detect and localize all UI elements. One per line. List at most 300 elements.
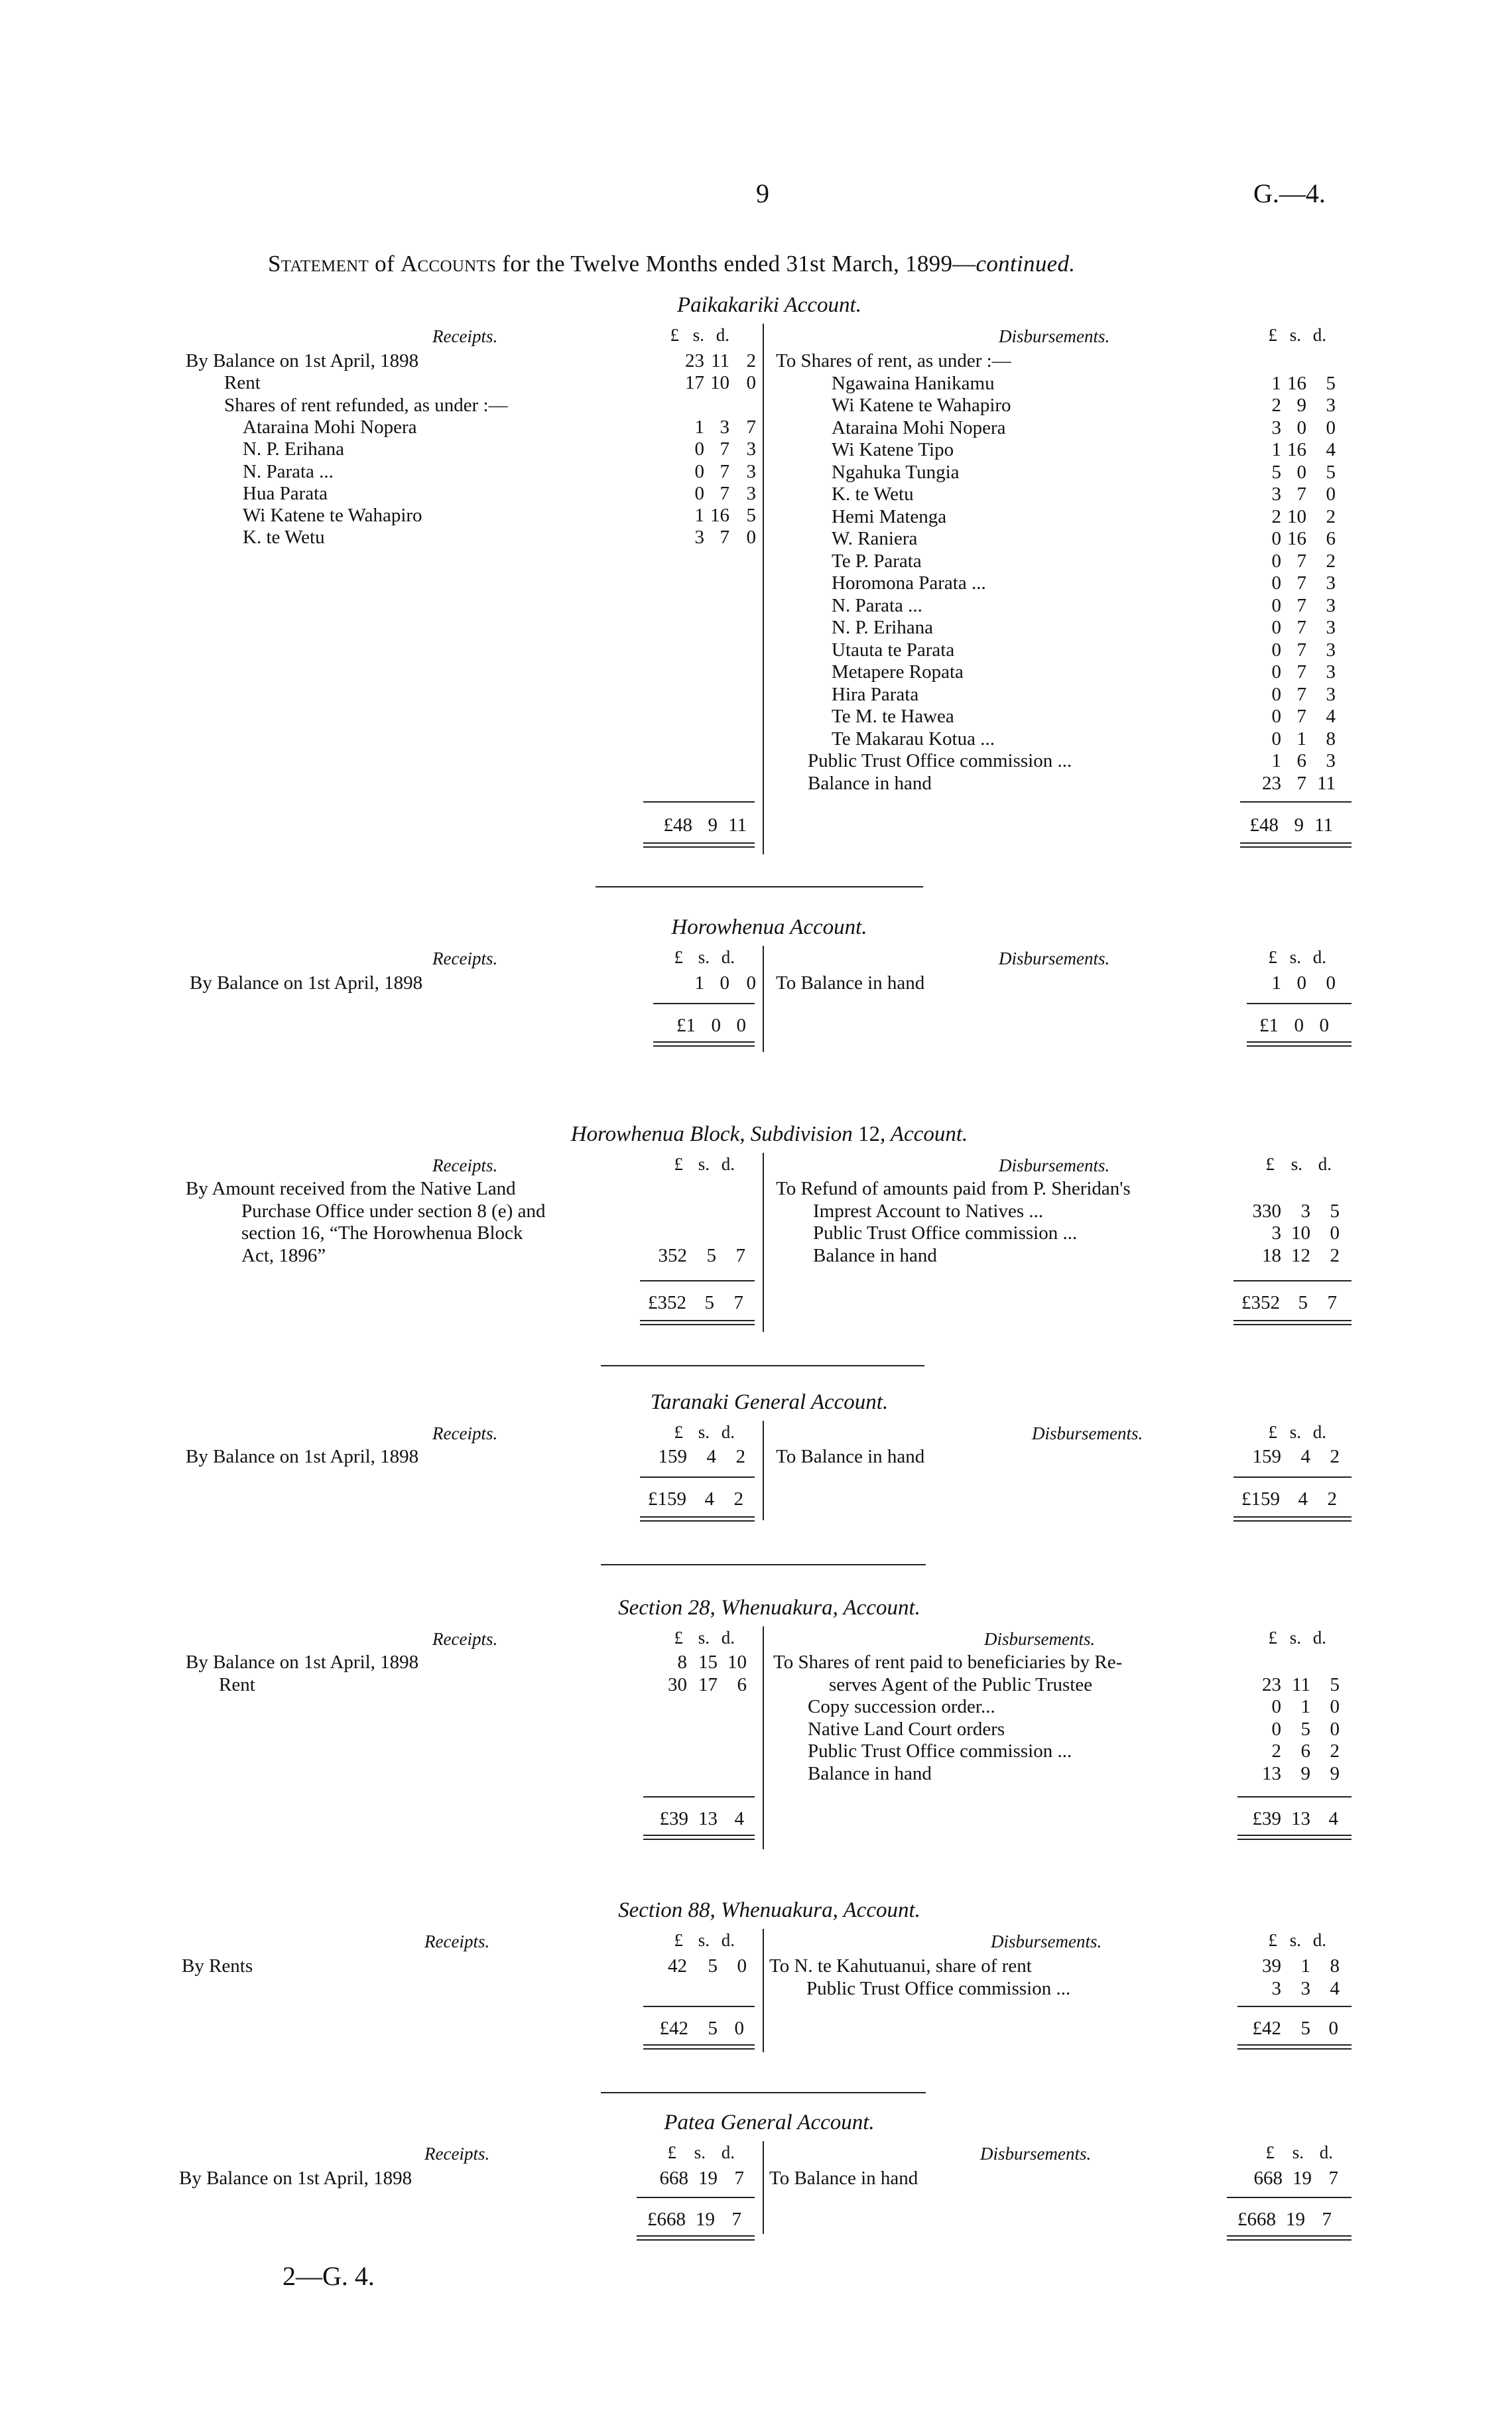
pounds: 330 xyxy=(1252,1200,1281,1222)
double-rule xyxy=(1233,1516,1352,1522)
pence-heading: d. xyxy=(721,1628,735,1648)
patea-receipts-heading: Receipts. xyxy=(424,2144,490,2164)
shillings: 0 xyxy=(1296,461,1306,483)
rule xyxy=(1237,1796,1352,1798)
pence: 5 xyxy=(1330,1673,1340,1695)
total-shillings: 0 xyxy=(1294,1015,1304,1036)
pence: 5 xyxy=(1326,372,1336,394)
disbursement-label: To Shares of rent, as under :— xyxy=(776,350,1011,371)
disbursement-amount xyxy=(1252,528,1336,550)
pence: 3 xyxy=(1326,594,1336,616)
receipt-label: By Balance on 1st April, 1898 xyxy=(186,1446,419,1467)
total-pence: 0 xyxy=(734,2018,744,2039)
disbursement-amount xyxy=(1232,1446,1340,1468)
total-pounds: £39 xyxy=(659,1808,688,1829)
shilling-heading: s. xyxy=(1289,325,1301,345)
pence: 3 xyxy=(1326,617,1336,638)
receipt-label: section 16, “The Horowhenua Block xyxy=(241,1222,523,1244)
pence: 0 xyxy=(737,1955,747,1977)
document-reference: G.—4. xyxy=(1253,178,1326,208)
receipt-amount xyxy=(641,1652,747,1673)
receipt-amount xyxy=(641,1955,747,1977)
shillings: 3 xyxy=(1300,1977,1310,1999)
separator-rule xyxy=(601,1564,926,1565)
disbursement-amount xyxy=(1233,1978,1340,2000)
pounds: 0 xyxy=(694,460,704,482)
shillings: 11 xyxy=(711,350,729,371)
shilling-heading: s. xyxy=(1289,1422,1301,1442)
pounds: 0 xyxy=(1271,572,1281,594)
horowhenua-block-disbursements-heading: Disbursements. xyxy=(999,1155,1110,1175)
pound-heading: £ xyxy=(1268,1628,1277,1648)
shillings: 10 xyxy=(1287,505,1306,527)
pounds: 3 xyxy=(1271,1222,1281,1244)
pence-heading: d. xyxy=(1312,947,1326,967)
disbursement-amount xyxy=(1252,661,1336,683)
separator-rule xyxy=(601,2092,926,2093)
shilling-heading: s. xyxy=(698,1930,710,1950)
shillings: 7 xyxy=(1296,617,1306,638)
horowhenua-block-receipts-heading: Receipts. xyxy=(432,1155,498,1175)
pounds: 352 xyxy=(658,1244,687,1266)
pence: 0 xyxy=(1330,1222,1340,1244)
disbursement-label: Metapere Ropata xyxy=(832,661,964,683)
shilling-heading: s. xyxy=(1289,1628,1301,1648)
section88-receipts-lsd xyxy=(663,1930,735,1951)
pounds: 159 xyxy=(1252,1446,1281,1467)
horowhenua-disbursements-lsd xyxy=(1261,947,1326,968)
pounds: 0 xyxy=(1271,528,1281,549)
disbursement-label: Te M. te Hawea xyxy=(832,706,954,727)
total-pounds: £39 xyxy=(1252,1808,1281,1829)
receipt-label: Act, 1896” xyxy=(241,1244,326,1266)
double-rule xyxy=(640,1320,755,1325)
pence: 8 xyxy=(1330,1955,1340,1977)
disbursement-label: Utauta te Parata xyxy=(832,639,955,661)
section28-divider xyxy=(763,1626,764,1849)
total-shillings: 13 xyxy=(1291,1808,1310,1829)
pounds: 23 xyxy=(685,350,704,371)
pounds: 2 xyxy=(1271,395,1281,416)
total-shillings: 0 xyxy=(711,1015,721,1036)
total-pounds: £1 xyxy=(676,1015,696,1036)
section28-receipts-heading: Receipts. xyxy=(432,1629,498,1649)
shillings: 3 xyxy=(720,416,729,438)
disbursement-amount xyxy=(1252,551,1336,572)
pounds: 3 xyxy=(694,527,704,549)
disbursement-label: N. Parata ... xyxy=(832,594,922,616)
pounds: 1 xyxy=(1271,439,1281,460)
patea-receipts-total xyxy=(630,2209,741,2231)
pence: 5 xyxy=(746,505,756,527)
rule xyxy=(643,1796,755,1798)
shillings: 16 xyxy=(1287,372,1306,394)
section28-receipts-total xyxy=(637,1808,744,1830)
receipt-label: Wi Katene te Wahapiro xyxy=(243,505,422,527)
pence: 3 xyxy=(1326,750,1336,771)
pence: 7 xyxy=(746,416,756,438)
shillings: 15 xyxy=(698,1652,718,1673)
title-statement: Statement xyxy=(268,251,369,277)
section88-receipts-heading: Receipts. xyxy=(424,1931,490,1951)
disbursement-amount xyxy=(1252,639,1336,661)
pence: 0 xyxy=(746,372,756,394)
paikakariki-disbursements-total xyxy=(1240,815,1333,836)
disbursement-amount xyxy=(1252,773,1336,795)
disbursement-amount xyxy=(1252,395,1336,417)
total-shillings: 5 xyxy=(1300,2018,1310,2039)
pence: 3 xyxy=(746,482,756,504)
shillings: 1 xyxy=(1300,1696,1310,1717)
horowhenua-block-divider xyxy=(763,1153,764,1332)
double-rule xyxy=(1247,1041,1352,1047)
taranaki-receipts-total xyxy=(633,1488,743,1510)
disbursement-amount xyxy=(1252,373,1336,395)
pence-heading: d. xyxy=(1312,1422,1326,1442)
total-pounds: £42 xyxy=(1252,2018,1281,2039)
pounds: 3 xyxy=(1271,1977,1281,1999)
receipt-label: By Balance on 1st April, 1898 xyxy=(190,972,423,994)
horowhenua-title: Horowhenua Account. xyxy=(671,915,867,939)
title-part-b: , Account. xyxy=(879,1122,968,1146)
double-rule xyxy=(643,1835,755,1840)
pence-heading: d. xyxy=(1312,1930,1326,1950)
receipt-label: Purchase Office under section 8 (e) and xyxy=(241,1200,546,1222)
total-pounds: £159 xyxy=(1241,1488,1280,1510)
total-shillings: 4 xyxy=(704,1488,714,1510)
title-number: 12 xyxy=(857,1122,880,1146)
total-pounds: £668 xyxy=(1237,2209,1276,2230)
section88-disbursements-total xyxy=(1231,2018,1338,2040)
pound-heading: £ xyxy=(670,325,679,345)
disbursement-label: Te Makarau Kotua ... xyxy=(832,728,995,750)
pounds: 0 xyxy=(694,482,704,504)
paikakariki-receipts-heading: Receipts. xyxy=(432,326,498,346)
receipt-amount xyxy=(633,2168,744,2190)
pounds: 2 xyxy=(1271,505,1281,527)
horowhenua-receipts-heading: Receipts. xyxy=(432,949,498,968)
shillings: 0 xyxy=(1296,972,1306,994)
pence-heading: d. xyxy=(1312,325,1326,345)
disbursement-label: Hira Parata xyxy=(832,683,919,705)
pence: 0 xyxy=(1326,972,1336,994)
shilling-heading: s. xyxy=(698,1628,710,1648)
disbursement-amount xyxy=(1252,572,1336,594)
shillings: 4 xyxy=(1300,1446,1310,1467)
total-shillings: 9 xyxy=(708,815,718,836)
paikakariki-title: Paikakariki Account. xyxy=(677,293,861,317)
shillings: 4 xyxy=(706,1446,716,1467)
receipt-amount xyxy=(638,1446,745,1468)
horowhenua-block-receipts-total xyxy=(633,1292,743,1314)
disbursement-label: Public Trust Office commission ... xyxy=(808,1740,1072,1762)
total-pounds: £352 xyxy=(1241,1292,1280,1313)
disbursement-amount xyxy=(1233,1740,1340,1762)
rule xyxy=(637,2197,755,2198)
pounds: 1 xyxy=(694,505,704,527)
shillings: 6 xyxy=(1300,1740,1310,1762)
taranaki-disbursements-heading: Disbursements. xyxy=(1032,1423,1143,1443)
pence: 3 xyxy=(1326,661,1336,683)
receipt-label: By Balance on 1st April, 1898 xyxy=(179,2168,412,2189)
disbursement-amount xyxy=(1252,462,1336,484)
total-pence: 4 xyxy=(1328,1808,1338,1829)
receipt-label: Ataraina Mohi Nopera xyxy=(243,416,417,438)
taranaki-title: Taranaki General Account. xyxy=(650,1390,889,1414)
total-shillings: 5 xyxy=(704,1292,714,1313)
rule xyxy=(643,2006,755,2007)
disbursement-label: Public Trust Office commission ... xyxy=(806,1977,1071,1999)
disbursement-label: Wi Katene te Wahapiro xyxy=(832,395,1011,416)
total-pence: 11 xyxy=(728,815,747,836)
disbursement-label: Wi Katene Tipo xyxy=(832,439,954,460)
pence: 9 xyxy=(1330,1762,1340,1784)
shillings: 12 xyxy=(1291,1244,1310,1266)
pounds: 0 xyxy=(1271,683,1281,705)
disbursement-label: W. Raniera xyxy=(832,528,918,549)
page-number: 9 xyxy=(756,178,769,208)
total-shillings: 19 xyxy=(696,2209,715,2230)
pence-heading: d. xyxy=(1312,1628,1326,1648)
pounds: 1 xyxy=(694,416,704,438)
paikakariki-divider xyxy=(763,324,764,854)
pound-heading: £ xyxy=(1268,1930,1277,1950)
disbursement-amount xyxy=(1252,439,1336,461)
pound-heading: £ xyxy=(674,1930,683,1950)
total-pounds: £668 xyxy=(647,2209,686,2230)
pence: 0 xyxy=(746,527,756,549)
horowhenua-disbursements-heading: Disbursements. xyxy=(999,949,1110,968)
pence: 6 xyxy=(1326,528,1336,549)
patea-title: Patea General Account. xyxy=(664,2111,875,2134)
pence: 8 xyxy=(1326,728,1336,750)
horowhenua-block-receipts-lsd xyxy=(663,1154,735,1175)
pounds: 668 xyxy=(1253,2168,1283,2189)
receipt-label: K. te Wetu xyxy=(243,527,325,549)
receipt-label: Hua Parata xyxy=(243,482,328,504)
pence-heading: d. xyxy=(721,2142,735,2162)
shillings: 7 xyxy=(1296,661,1306,683)
double-rule xyxy=(637,2235,755,2241)
receipt-label: Shares of rent refunded, as under :— xyxy=(224,394,508,416)
pence: 2 xyxy=(1330,1740,1340,1762)
taranaki-disbursements-total xyxy=(1227,1488,1337,1510)
rule xyxy=(1233,1280,1352,1281)
receipt-amount xyxy=(662,417,756,438)
shillings: 7 xyxy=(1296,572,1306,594)
patea-divider xyxy=(763,2141,764,2234)
shillings: 10 xyxy=(1291,1222,1310,1244)
patea-disbursements-total xyxy=(1220,2209,1332,2231)
receipt-amount xyxy=(662,372,756,394)
total-pounds: £48 xyxy=(1249,815,1279,836)
disbursement-label: serves Agent of the Public Trustee xyxy=(829,1673,1093,1695)
pence: 2 xyxy=(746,350,756,371)
pound-heading: £ xyxy=(1265,1154,1275,1174)
disbursement-amount xyxy=(1227,2168,1338,2190)
pound-heading: £ xyxy=(674,1422,683,1442)
shillings: 17 xyxy=(698,1673,718,1695)
disbursement-label: To Refund of amounts paid from P. Sheridan's xyxy=(776,1178,1131,1199)
double-rule xyxy=(1237,2044,1352,2050)
shilling-heading: s. xyxy=(1289,947,1301,967)
disbursement-amount xyxy=(1252,972,1336,994)
pence: 7 xyxy=(734,2168,744,2189)
pence: 3 xyxy=(1326,395,1336,416)
disbursement-label: Ngawaina Hanikamu xyxy=(832,372,995,394)
disbursement-label: Public Trust Office commission ... xyxy=(808,750,1072,771)
disbursement-label: K. te Wetu xyxy=(832,484,914,505)
paikakariki-disbursements-heading: Disbursements. xyxy=(999,326,1110,346)
pound-heading: £ xyxy=(1268,947,1277,967)
pound-heading: £ xyxy=(1268,1422,1277,1442)
shillings: 5 xyxy=(708,1955,718,1977)
receipt-label: N. Parata ... xyxy=(243,460,334,482)
pence: 4 xyxy=(1326,439,1336,460)
disbursement-amount xyxy=(1252,595,1336,617)
receipt-amount xyxy=(638,1245,745,1267)
pence: 10 xyxy=(727,1652,747,1673)
pence: 5 xyxy=(1330,1200,1340,1222)
disbursement-amount xyxy=(1252,706,1336,728)
taranaki-receipts-heading: Receipts. xyxy=(432,1423,498,1443)
double-rule xyxy=(653,1041,755,1047)
shillings: 1 xyxy=(1300,1955,1310,1977)
shilling-heading: s. xyxy=(1292,2142,1304,2162)
double-rule xyxy=(1240,842,1352,848)
disbursement-amount xyxy=(1252,750,1336,772)
shillings: 7 xyxy=(1296,772,1306,794)
shillings: 5 xyxy=(706,1244,716,1266)
total-pence: 7 xyxy=(1322,2209,1332,2230)
total-pounds: £159 xyxy=(648,1488,686,1510)
receipt-label: By Rents xyxy=(182,1955,253,1977)
disbursement-amount xyxy=(1232,1201,1340,1222)
pounds: 30 xyxy=(668,1673,687,1695)
section88-title: Section 88, Whenuakura, Account. xyxy=(618,1898,920,1922)
pound-heading: £ xyxy=(674,1154,683,1174)
pounds: 3 xyxy=(1271,417,1281,438)
shillings: 7 xyxy=(1296,484,1306,505)
total-pounds: £48 xyxy=(663,815,692,836)
horowhenua-divider xyxy=(763,946,764,1052)
pence: 6 xyxy=(737,1673,747,1695)
pence: 3 xyxy=(1326,683,1336,705)
disbursement-label: Imprest Account to Natives ... xyxy=(813,1200,1044,1222)
pounds: 668 xyxy=(659,2168,688,2189)
shillings: 7 xyxy=(1296,639,1306,661)
title-of: of xyxy=(369,251,401,277)
shillings: 7 xyxy=(1296,594,1306,616)
total-pence: 11 xyxy=(1314,815,1333,836)
rule xyxy=(1237,2006,1352,2007)
disbursement-label: To Shares of rent paid to beneficiaries by Re- xyxy=(773,1652,1123,1673)
receipt-label: N. P. Erihana xyxy=(243,438,345,460)
shillings: 7 xyxy=(720,460,729,482)
total-pence: 0 xyxy=(1328,2018,1338,2039)
section28-receipts-lsd xyxy=(663,1628,735,1648)
disbursement-amount xyxy=(1233,1719,1340,1740)
disbursement-label: To Balance in hand xyxy=(776,1446,925,1467)
rule xyxy=(640,1280,755,1281)
total-shillings: 9 xyxy=(1294,815,1304,836)
total-pounds: £42 xyxy=(659,2018,688,2039)
pence-heading: d. xyxy=(716,325,729,345)
disbursement-label: To Balance in hand xyxy=(776,972,925,994)
pound-heading: £ xyxy=(1265,2142,1275,2162)
rule xyxy=(1247,1003,1352,1004)
title-continued: continued. xyxy=(976,251,1076,277)
shillings: 7 xyxy=(1296,683,1306,705)
pence-heading: d. xyxy=(721,947,735,967)
pence: 2 xyxy=(1326,550,1336,572)
section28-disbursements-heading: Disbursements. xyxy=(984,1629,1096,1649)
footer-signature: 2—G. 4. xyxy=(283,2261,375,2291)
title-rest: for the Twelve Months ended 31st March, 1899— xyxy=(496,251,976,277)
pounds: 18 xyxy=(1262,1244,1281,1266)
disbursement-amount xyxy=(1232,1222,1340,1244)
rule xyxy=(643,801,755,803)
pounds: 159 xyxy=(658,1446,687,1467)
total-pence: 2 xyxy=(1327,1488,1337,1510)
horowhenua-receipts-lsd xyxy=(663,947,735,968)
rule xyxy=(1240,801,1352,803)
pounds: 0 xyxy=(694,438,704,460)
disbursement-amount xyxy=(1233,1763,1340,1785)
receipt-amount xyxy=(662,483,756,505)
disbursement-amount xyxy=(1232,1245,1340,1267)
total-pounds: £1 xyxy=(1259,1015,1279,1036)
paikakariki-disbursements-lsd xyxy=(1261,325,1326,346)
pence: 0 xyxy=(1326,484,1336,505)
total-pence: 0 xyxy=(1319,1015,1329,1036)
total-shillings: 19 xyxy=(1286,2209,1305,2230)
pence: 11 xyxy=(1317,772,1336,794)
double-rule xyxy=(640,1516,755,1522)
section28-disbursements-lsd xyxy=(1261,1628,1326,1648)
section88-disbursements-lsd xyxy=(1261,1930,1326,1951)
receipt-amount xyxy=(662,438,756,460)
pounds: 0 xyxy=(1271,1696,1281,1717)
disbursement-label: Ngahuka Tungia xyxy=(832,461,960,483)
pound-heading: £ xyxy=(1268,325,1277,345)
total-shillings: 5 xyxy=(708,2018,718,2039)
double-rule xyxy=(1237,1835,1352,1840)
shilling-heading: s. xyxy=(698,947,710,967)
pound-heading: £ xyxy=(667,2142,676,2162)
disbursement-label: Copy succession order... xyxy=(808,1696,995,1717)
pence: 2 xyxy=(1330,1446,1340,1467)
shillings: 5 xyxy=(1300,1718,1310,1740)
disbursement-amount xyxy=(1252,617,1336,639)
taranaki-receipts-lsd xyxy=(663,1422,735,1443)
disbursement-label: Balance in hand xyxy=(808,772,932,794)
disbursement-label: Hemi Matenga xyxy=(832,505,947,527)
section88-divider xyxy=(763,1929,764,2052)
pounds: 1 xyxy=(1271,372,1281,394)
title-accounts: Accounts xyxy=(400,251,497,277)
disbursement-amount xyxy=(1252,417,1336,439)
pence-heading: d. xyxy=(721,1422,735,1442)
receipt-label: Rent xyxy=(219,1673,255,1695)
shillings: 16 xyxy=(710,505,729,527)
pence: 2 xyxy=(1330,1244,1340,1266)
pounds: 5 xyxy=(1271,461,1281,483)
pence: 7 xyxy=(735,1244,745,1266)
total-pence: 2 xyxy=(733,1488,743,1510)
pence: 4 xyxy=(1326,706,1336,727)
pounds: 8 xyxy=(677,1652,687,1673)
